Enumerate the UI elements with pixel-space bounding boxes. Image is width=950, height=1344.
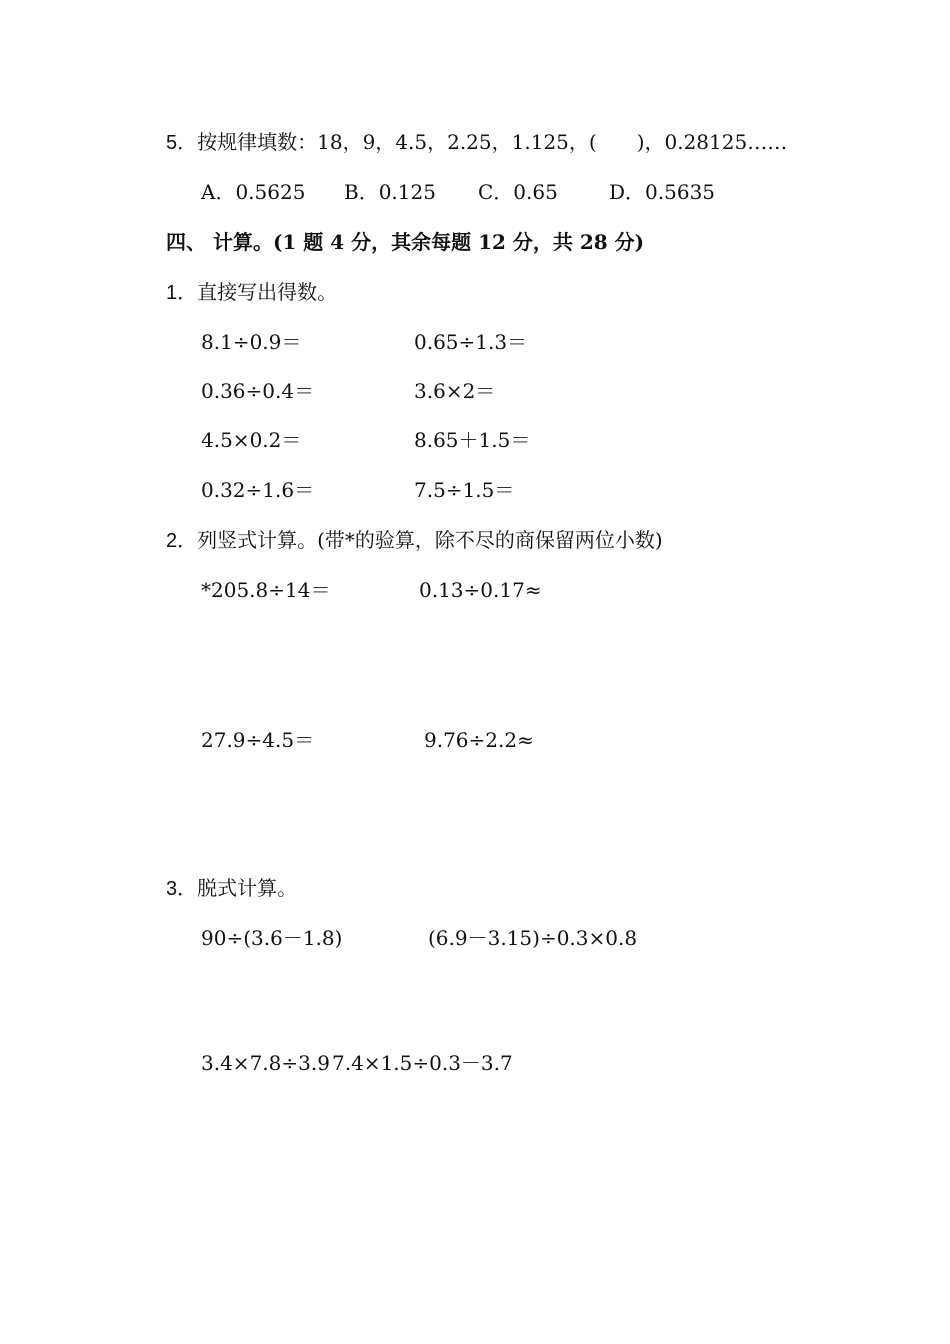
q2-number: 2． [166, 530, 198, 552]
q1-number: 1． [166, 282, 198, 304]
q1-expr: 0.36÷0.4＝ [201, 379, 315, 403]
q3-line [166, 878, 297, 899]
q1-title: 直接写出得数。 [197, 280, 338, 304]
q1-expr: 0.65÷1.3＝ [414, 330, 528, 354]
q5-option-b: B．0.125 [344, 180, 436, 204]
q1-expr: 8.1÷0.9＝ [201, 330, 302, 354]
q5-line [166, 132, 787, 153]
q5-text: 按规律填数：18，9，4.5，2.25，1.125，( )，0.28125…… [197, 130, 788, 154]
q5-option-a: A．0.5625 [201, 180, 306, 204]
q3-expr: (6.9－3.15)÷0.3×0.8 [428, 926, 638, 950]
q2-line [166, 530, 663, 551]
q3-expr: 3.4×7.8÷3.9 [201, 1051, 330, 1075]
q3-title: 脱式计算。 [197, 876, 298, 900]
q5-option-c: C．0.65 [478, 180, 558, 204]
q2-expr: 0.13÷0.17≈ [419, 578, 542, 602]
q1-expr: 0.32÷1.6＝ [201, 478, 315, 502]
q2-expr: *205.8÷14＝ [201, 578, 331, 602]
q1-expr: 4.5×0.2＝ [201, 428, 302, 452]
q1-expr: 3.6×2＝ [414, 379, 496, 403]
q1-expr: 7.5÷1.5＝ [414, 478, 515, 502]
q5-option-d: D．0.5635 [609, 180, 716, 204]
q3-expr: 90÷(3.6－1.8) [201, 926, 343, 950]
q1-expr: 8.65＋1.5＝ [414, 428, 531, 452]
q3-number: 3． [166, 878, 198, 900]
q3-expr: 7.4×1.5÷0.3－3.7 [332, 1051, 513, 1075]
q2-title: 列竖式计算。(带*的验算，除不尽的商保留两位小数) [197, 528, 663, 552]
q2-expr: 27.9÷4.5＝ [201, 728, 315, 752]
q5-number: 5． [166, 132, 198, 154]
q1-line [166, 282, 337, 303]
section-heading: 四、 计算。(1 题 4 分，其余每题 12 分，共 28 分) [166, 230, 645, 254]
q2-expr: 9.76÷2.2≈ [424, 728, 534, 752]
